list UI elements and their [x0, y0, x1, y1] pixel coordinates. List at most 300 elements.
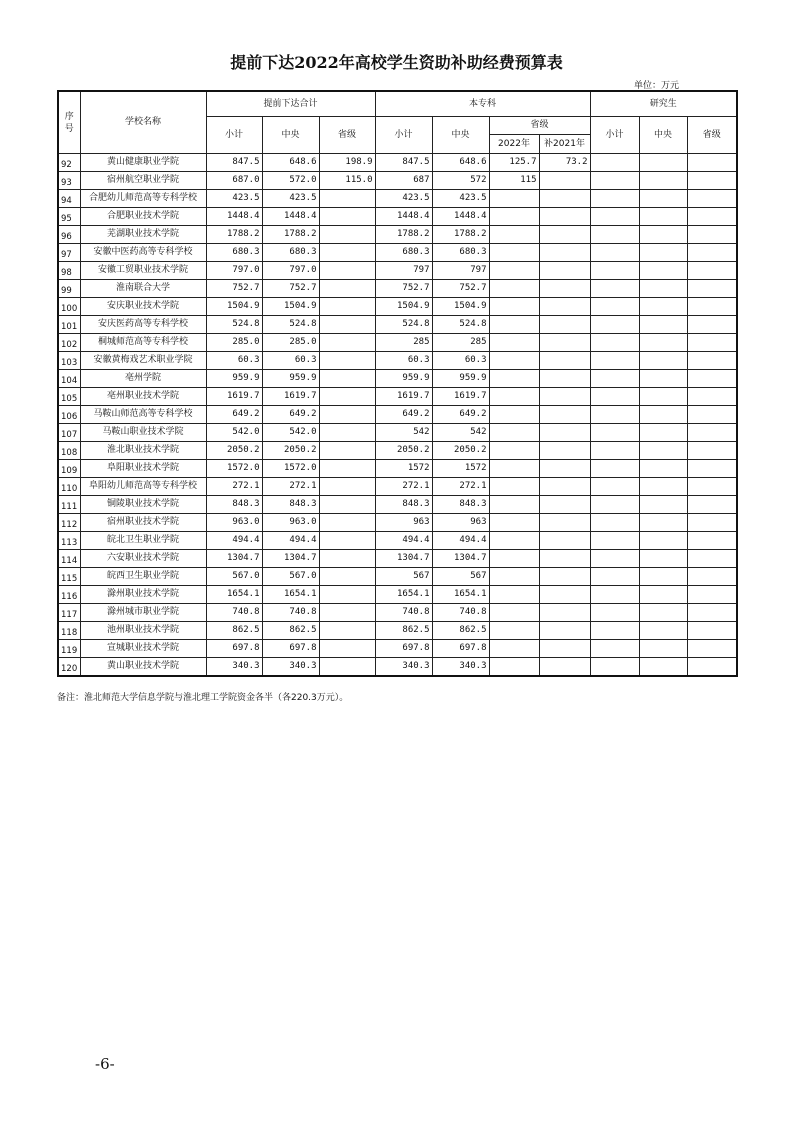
total-central-cell: 423.5 — [262, 190, 319, 208]
ug-prov-2022-cell — [489, 406, 539, 424]
grad-subtotal-cell — [590, 550, 639, 568]
grad-subtotal-cell — [590, 370, 639, 388]
grad-central-cell — [639, 532, 687, 550]
ug-prov-supp2021-cell — [539, 586, 590, 604]
table-body — [58, 154, 737, 677]
budget-table — [57, 90, 738, 677]
ug-central-cell: 567 — [432, 568, 489, 586]
ug-central-cell: 1304.7 — [432, 550, 489, 568]
grad-central-cell — [639, 262, 687, 280]
school-name-cell: 亳州学院 — [80, 370, 206, 388]
table-row — [58, 172, 737, 190]
total-subtotal-cell: 285.0 — [206, 334, 262, 352]
ug-subtotal-cell: 1788.2 — [375, 226, 432, 244]
ug-prov-2022-cell: 115 — [489, 172, 539, 190]
ug-prov-2022-cell — [489, 334, 539, 352]
total-provincial-cell — [319, 424, 375, 442]
ug-prov-supp2021-cell — [539, 406, 590, 424]
table-row — [58, 658, 737, 677]
total-subtotal-cell: 963.0 — [206, 514, 262, 532]
table-row — [58, 568, 737, 586]
ug-prov-2022-cell — [489, 226, 539, 244]
row-number-cell: 113 — [58, 532, 80, 550]
grad-provincial-cell — [687, 244, 737, 262]
grad-provincial-cell — [687, 532, 737, 550]
total-provincial-cell — [319, 208, 375, 226]
grad-subtotal-cell — [590, 352, 639, 370]
total-provincial-cell — [319, 604, 375, 622]
ug-central-cell: 752.7 — [432, 280, 489, 298]
total-central-cell: 1788.2 — [262, 226, 319, 244]
school-name-cell: 宣城职业技术学院 — [80, 640, 206, 658]
grad-provincial-cell — [687, 550, 737, 568]
school-name-cell: 黄山职业技术学院 — [80, 658, 206, 677]
school-name-cell: 桐城师范高等专科学校 — [80, 334, 206, 352]
page-number: -6- — [95, 1055, 115, 1073]
total-central-cell: 572.0 — [262, 172, 319, 190]
ug-subtotal-cell: 752.7 — [375, 280, 432, 298]
school-name-cell: 宿州职业技术学院 — [80, 514, 206, 532]
ug-prov-supp2021-cell — [539, 532, 590, 550]
grad-subtotal-cell — [590, 460, 639, 478]
grad-provincial-cell — [687, 262, 737, 280]
table-row — [58, 190, 737, 208]
grad-subtotal-cell — [590, 514, 639, 532]
ug-central-cell: 862.5 — [432, 622, 489, 640]
ug-subtotal-cell: 848.3 — [375, 496, 432, 514]
ug-central-cell: 959.9 — [432, 370, 489, 388]
school-name-cell: 安徽黄梅戏艺术职业学院 — [80, 352, 206, 370]
header-ug-subtotal: 小计 — [375, 117, 432, 154]
grad-subtotal-cell — [590, 190, 639, 208]
total-central-cell: 542.0 — [262, 424, 319, 442]
total-subtotal-cell: 862.5 — [206, 622, 262, 640]
table-row — [58, 622, 737, 640]
grad-provincial-cell — [687, 442, 737, 460]
ug-prov-supp2021-cell — [539, 640, 590, 658]
total-subtotal-cell: 848.3 — [206, 496, 262, 514]
total-provincial-cell — [319, 334, 375, 352]
total-provincial-cell — [319, 388, 375, 406]
ug-central-cell: 542 — [432, 424, 489, 442]
row-number-cell: 93 — [58, 172, 80, 190]
grad-central-cell — [639, 190, 687, 208]
ug-central-cell: 740.8 — [432, 604, 489, 622]
grad-subtotal-cell — [590, 622, 639, 640]
header-grad-central: 中央 — [639, 117, 687, 154]
grad-subtotal-cell — [590, 568, 639, 586]
total-provincial-cell — [319, 190, 375, 208]
ug-prov-supp2021-cell — [539, 550, 590, 568]
row-number-cell: 119 — [58, 640, 80, 658]
row-number-cell: 116 — [58, 586, 80, 604]
header-advance-total: 提前下达合计 — [206, 91, 375, 117]
table-row — [58, 388, 737, 406]
ug-prov-supp2021-cell — [539, 262, 590, 280]
school-name-cell: 宿州航空职业学院 — [80, 172, 206, 190]
ug-subtotal-cell: 494.4 — [375, 532, 432, 550]
total-central-cell: 2050.2 — [262, 442, 319, 460]
total-central-cell: 1504.9 — [262, 298, 319, 316]
row-number-cell: 100 — [58, 298, 80, 316]
row-number-cell: 109 — [58, 460, 80, 478]
total-subtotal-cell: 680.3 — [206, 244, 262, 262]
ug-central-cell: 494.4 — [432, 532, 489, 550]
grad-subtotal-cell — [590, 208, 639, 226]
grad-subtotal-cell — [590, 262, 639, 280]
total-provincial-cell — [319, 658, 375, 677]
row-number-cell: 94 — [58, 190, 80, 208]
ug-prov-supp2021-cell — [539, 514, 590, 532]
ug-prov-supp2021-cell: 73.2 — [539, 154, 590, 172]
school-name-cell: 池州职业技术学院 — [80, 622, 206, 640]
grad-central-cell — [639, 550, 687, 568]
grad-central-cell — [639, 658, 687, 677]
total-central-cell: 740.8 — [262, 604, 319, 622]
ug-prov-supp2021-cell — [539, 208, 590, 226]
ug-prov-2022-cell — [489, 190, 539, 208]
table-row — [58, 442, 737, 460]
total-subtotal-cell: 567.0 — [206, 568, 262, 586]
ug-prov-2022-cell — [489, 604, 539, 622]
grad-provincial-cell — [687, 208, 737, 226]
row-number-cell: 97 — [58, 244, 80, 262]
total-central-cell: 752.7 — [262, 280, 319, 298]
total-central-cell: 963.0 — [262, 514, 319, 532]
table-row — [58, 640, 737, 658]
ug-subtotal-cell: 1304.7 — [375, 550, 432, 568]
total-central-cell: 1448.4 — [262, 208, 319, 226]
ug-subtotal-cell: 963 — [375, 514, 432, 532]
total-provincial-cell — [319, 262, 375, 280]
header-total-provincial: 省级 — [319, 117, 375, 154]
ug-prov-2022-cell — [489, 586, 539, 604]
total-central-cell: 959.9 — [262, 370, 319, 388]
ug-prov-supp2021-cell — [539, 352, 590, 370]
header-graduate: 研究生 — [590, 91, 737, 117]
ug-central-cell: 572 — [432, 172, 489, 190]
grad-provincial-cell — [687, 154, 737, 172]
grad-provincial-cell — [687, 388, 737, 406]
row-number-cell: 106 — [58, 406, 80, 424]
ug-central-cell: 1572 — [432, 460, 489, 478]
ug-prov-supp2021-cell — [539, 190, 590, 208]
grad-provincial-cell — [687, 658, 737, 677]
grad-central-cell — [639, 460, 687, 478]
grad-central-cell — [639, 298, 687, 316]
row-number-cell: 117 — [58, 604, 80, 622]
grad-subtotal-cell — [590, 586, 639, 604]
row-number-cell: 115 — [58, 568, 80, 586]
ug-prov-supp2021-cell — [539, 442, 590, 460]
table-row — [58, 460, 737, 478]
school-name-cell: 安庆医药高等专科学校 — [80, 316, 206, 334]
grad-subtotal-cell — [590, 298, 639, 316]
ug-prov-2022-cell — [489, 424, 539, 442]
ug-prov-supp2021-cell — [539, 172, 590, 190]
ug-subtotal-cell: 687 — [375, 172, 432, 190]
ug-prov-supp2021-cell — [539, 316, 590, 334]
ug-prov-supp2021-cell — [539, 496, 590, 514]
ug-subtotal-cell: 847.5 — [375, 154, 432, 172]
school-name-cell: 皖北卫生职业学院 — [80, 532, 206, 550]
grad-subtotal-cell — [590, 478, 639, 496]
ug-prov-2022-cell — [489, 442, 539, 460]
grad-central-cell — [639, 496, 687, 514]
total-provincial-cell — [319, 226, 375, 244]
ug-prov-supp2021-cell — [539, 244, 590, 262]
header-school: 学校名称 — [80, 91, 206, 154]
grad-provincial-cell — [687, 640, 737, 658]
total-subtotal-cell: 697.8 — [206, 640, 262, 658]
ug-central-cell: 649.2 — [432, 406, 489, 424]
total-central-cell: 1654.1 — [262, 586, 319, 604]
grad-subtotal-cell — [590, 226, 639, 244]
grad-subtotal-cell — [590, 658, 639, 677]
total-central-cell: 60.3 — [262, 352, 319, 370]
total-central-cell: 494.4 — [262, 532, 319, 550]
table-row — [58, 478, 737, 496]
row-number-cell: 114 — [58, 550, 80, 568]
row-number-cell: 118 — [58, 622, 80, 640]
grad-provincial-cell — [687, 478, 737, 496]
ug-prov-2022-cell — [489, 478, 539, 496]
grad-provincial-cell — [687, 622, 737, 640]
ug-prov-2022-cell — [489, 622, 539, 640]
ug-subtotal-cell: 272.1 — [375, 478, 432, 496]
row-number-cell: 103 — [58, 352, 80, 370]
total-subtotal-cell: 2050.2 — [206, 442, 262, 460]
total-subtotal-cell: 340.3 — [206, 658, 262, 677]
ug-subtotal-cell: 1504.9 — [375, 298, 432, 316]
grad-central-cell — [639, 586, 687, 604]
grad-subtotal-cell — [590, 532, 639, 550]
grad-central-cell — [639, 478, 687, 496]
row-number-cell: 104 — [58, 370, 80, 388]
total-subtotal-cell: 60.3 — [206, 352, 262, 370]
ug-prov-2022-cell — [489, 370, 539, 388]
ug-prov-supp2021-cell — [539, 478, 590, 496]
total-subtotal-cell: 1304.7 — [206, 550, 262, 568]
ug-prov-supp2021-cell — [539, 280, 590, 298]
total-central-cell: 862.5 — [262, 622, 319, 640]
total-provincial-cell — [319, 622, 375, 640]
school-name-cell: 淮南联合大学 — [80, 280, 206, 298]
school-name-cell: 滁州职业技术学院 — [80, 586, 206, 604]
table-header — [58, 91, 737, 154]
total-subtotal-cell: 272.1 — [206, 478, 262, 496]
ug-central-cell: 60.3 — [432, 352, 489, 370]
row-number-cell: 92 — [58, 154, 80, 172]
total-provincial-cell — [319, 406, 375, 424]
ug-central-cell: 340.3 — [432, 658, 489, 677]
grad-subtotal-cell — [590, 172, 639, 190]
ug-subtotal-cell: 959.9 — [375, 370, 432, 388]
ug-prov-supp2021-cell — [539, 298, 590, 316]
ug-subtotal-cell: 1448.4 — [375, 208, 432, 226]
grad-central-cell — [639, 352, 687, 370]
ug-central-cell: 697.8 — [432, 640, 489, 658]
total-provincial-cell: 115.0 — [319, 172, 375, 190]
ug-prov-2022-cell — [489, 388, 539, 406]
total-subtotal-cell: 423.5 — [206, 190, 262, 208]
grad-subtotal-cell — [590, 496, 639, 514]
ug-prov-2022-cell — [489, 532, 539, 550]
ug-subtotal-cell: 1572 — [375, 460, 432, 478]
ug-prov-supp2021-cell — [539, 604, 590, 622]
row-number-cell: 96 — [58, 226, 80, 244]
table-row — [58, 316, 737, 334]
table-row — [58, 262, 737, 280]
school-name-cell: 淮北职业技术学院 — [80, 442, 206, 460]
total-provincial-cell — [319, 460, 375, 478]
ug-central-cell: 423.5 — [432, 190, 489, 208]
table-row — [58, 406, 737, 424]
ug-prov-supp2021-cell — [539, 226, 590, 244]
grad-subtotal-cell — [590, 334, 639, 352]
total-subtotal-cell: 1619.7 — [206, 388, 262, 406]
ug-central-cell: 1448.4 — [432, 208, 489, 226]
ug-subtotal-cell: 2050.2 — [375, 442, 432, 460]
total-subtotal-cell: 797.0 — [206, 262, 262, 280]
ug-prov-supp2021-cell — [539, 622, 590, 640]
ug-prov-2022-cell — [489, 280, 539, 298]
total-provincial-cell: 198.9 — [319, 154, 375, 172]
school-name-cell: 铜陵职业技术学院 — [80, 496, 206, 514]
total-central-cell: 567.0 — [262, 568, 319, 586]
grad-provincial-cell — [687, 604, 737, 622]
total-subtotal-cell: 740.8 — [206, 604, 262, 622]
total-central-cell: 1304.7 — [262, 550, 319, 568]
ug-prov-supp2021-cell — [539, 334, 590, 352]
total-subtotal-cell: 1788.2 — [206, 226, 262, 244]
school-name-cell: 亳州职业技术学院 — [80, 388, 206, 406]
school-name-cell: 阜阳幼儿师范高等专科学校 — [80, 478, 206, 496]
grad-provincial-cell — [687, 424, 737, 442]
ug-prov-2022-cell — [489, 298, 539, 316]
grad-subtotal-cell — [590, 442, 639, 460]
ug-prov-2022-cell — [489, 568, 539, 586]
grad-provincial-cell — [687, 406, 737, 424]
ug-central-cell: 1788.2 — [432, 226, 489, 244]
total-central-cell: 1619.7 — [262, 388, 319, 406]
grad-subtotal-cell — [590, 388, 639, 406]
row-number-cell: 110 — [58, 478, 80, 496]
grad-subtotal-cell — [590, 640, 639, 658]
table-row — [58, 280, 737, 298]
total-subtotal-cell: 1654.1 — [206, 586, 262, 604]
total-central-cell: 649.2 — [262, 406, 319, 424]
grad-subtotal-cell — [590, 154, 639, 172]
ug-prov-2022-cell — [489, 352, 539, 370]
table-row — [58, 226, 737, 244]
grad-central-cell — [639, 388, 687, 406]
row-number-cell: 101 — [58, 316, 80, 334]
table-row — [58, 208, 737, 226]
row-number-cell: 111 — [58, 496, 80, 514]
table-row — [58, 586, 737, 604]
ug-central-cell: 524.8 — [432, 316, 489, 334]
total-subtotal-cell: 649.2 — [206, 406, 262, 424]
row-number-cell: 99 — [58, 280, 80, 298]
grad-provincial-cell — [687, 298, 737, 316]
grad-central-cell — [639, 640, 687, 658]
ug-central-cell: 1504.9 — [432, 298, 489, 316]
total-provincial-cell — [319, 316, 375, 334]
total-provincial-cell — [319, 640, 375, 658]
school-name-cell: 马鞍山师范高等专科学校 — [80, 406, 206, 424]
grad-central-cell — [639, 568, 687, 586]
ug-central-cell: 2050.2 — [432, 442, 489, 460]
total-subtotal-cell: 524.8 — [206, 316, 262, 334]
page-title: 提前下达2022年高校学生资助补助经费预算表 — [230, 53, 563, 72]
table-row — [58, 496, 737, 514]
grad-central-cell — [639, 370, 687, 388]
table-row — [58, 550, 737, 568]
grad-central-cell — [639, 514, 687, 532]
total-central-cell: 697.8 — [262, 640, 319, 658]
grad-central-cell — [639, 604, 687, 622]
grad-subtotal-cell — [590, 316, 639, 334]
table-row — [58, 514, 737, 532]
grad-central-cell — [639, 280, 687, 298]
grad-provincial-cell — [687, 190, 737, 208]
header-undergrad: 本专科 — [375, 91, 590, 117]
grad-central-cell — [639, 424, 687, 442]
row-number-cell: 98 — [58, 262, 80, 280]
school-name-cell: 安庆职业技术学院 — [80, 298, 206, 316]
ug-prov-2022-cell — [489, 496, 539, 514]
total-subtotal-cell: 959.9 — [206, 370, 262, 388]
total-subtotal-cell: 1448.4 — [206, 208, 262, 226]
table-row — [58, 154, 737, 172]
total-central-cell: 648.6 — [262, 154, 319, 172]
unit-label: 单位：万元 — [634, 81, 680, 91]
grad-provincial-cell — [687, 370, 737, 388]
ug-prov-2022-cell — [489, 640, 539, 658]
grad-provincial-cell — [687, 514, 737, 532]
total-provincial-cell — [319, 370, 375, 388]
ug-central-cell: 797 — [432, 262, 489, 280]
total-provincial-cell — [319, 550, 375, 568]
grad-provincial-cell — [687, 586, 737, 604]
grad-central-cell — [639, 334, 687, 352]
total-provincial-cell — [319, 352, 375, 370]
grad-central-cell — [639, 244, 687, 262]
ug-subtotal-cell: 740.8 — [375, 604, 432, 622]
table-row — [58, 298, 737, 316]
school-name-cell: 合肥幼儿师范高等专科学校 — [80, 190, 206, 208]
ug-subtotal-cell: 862.5 — [375, 622, 432, 640]
table-row — [58, 604, 737, 622]
ug-subtotal-cell: 340.3 — [375, 658, 432, 677]
ug-subtotal-cell: 649.2 — [375, 406, 432, 424]
ug-central-cell: 848.3 — [432, 496, 489, 514]
total-subtotal-cell: 1572.0 — [206, 460, 262, 478]
school-name-cell: 阜阳职业技术学院 — [80, 460, 206, 478]
grad-provincial-cell — [687, 496, 737, 514]
total-provincial-cell — [319, 244, 375, 262]
grad-provincial-cell — [687, 460, 737, 478]
total-subtotal-cell: 1504.9 — [206, 298, 262, 316]
total-provincial-cell — [319, 568, 375, 586]
ug-subtotal-cell: 423.5 — [375, 190, 432, 208]
ug-subtotal-cell: 542 — [375, 424, 432, 442]
ug-subtotal-cell: 60.3 — [375, 352, 432, 370]
ug-prov-supp2021-cell — [539, 568, 590, 586]
total-central-cell: 680.3 — [262, 244, 319, 262]
school-name-cell: 皖西卫生职业学院 — [80, 568, 206, 586]
